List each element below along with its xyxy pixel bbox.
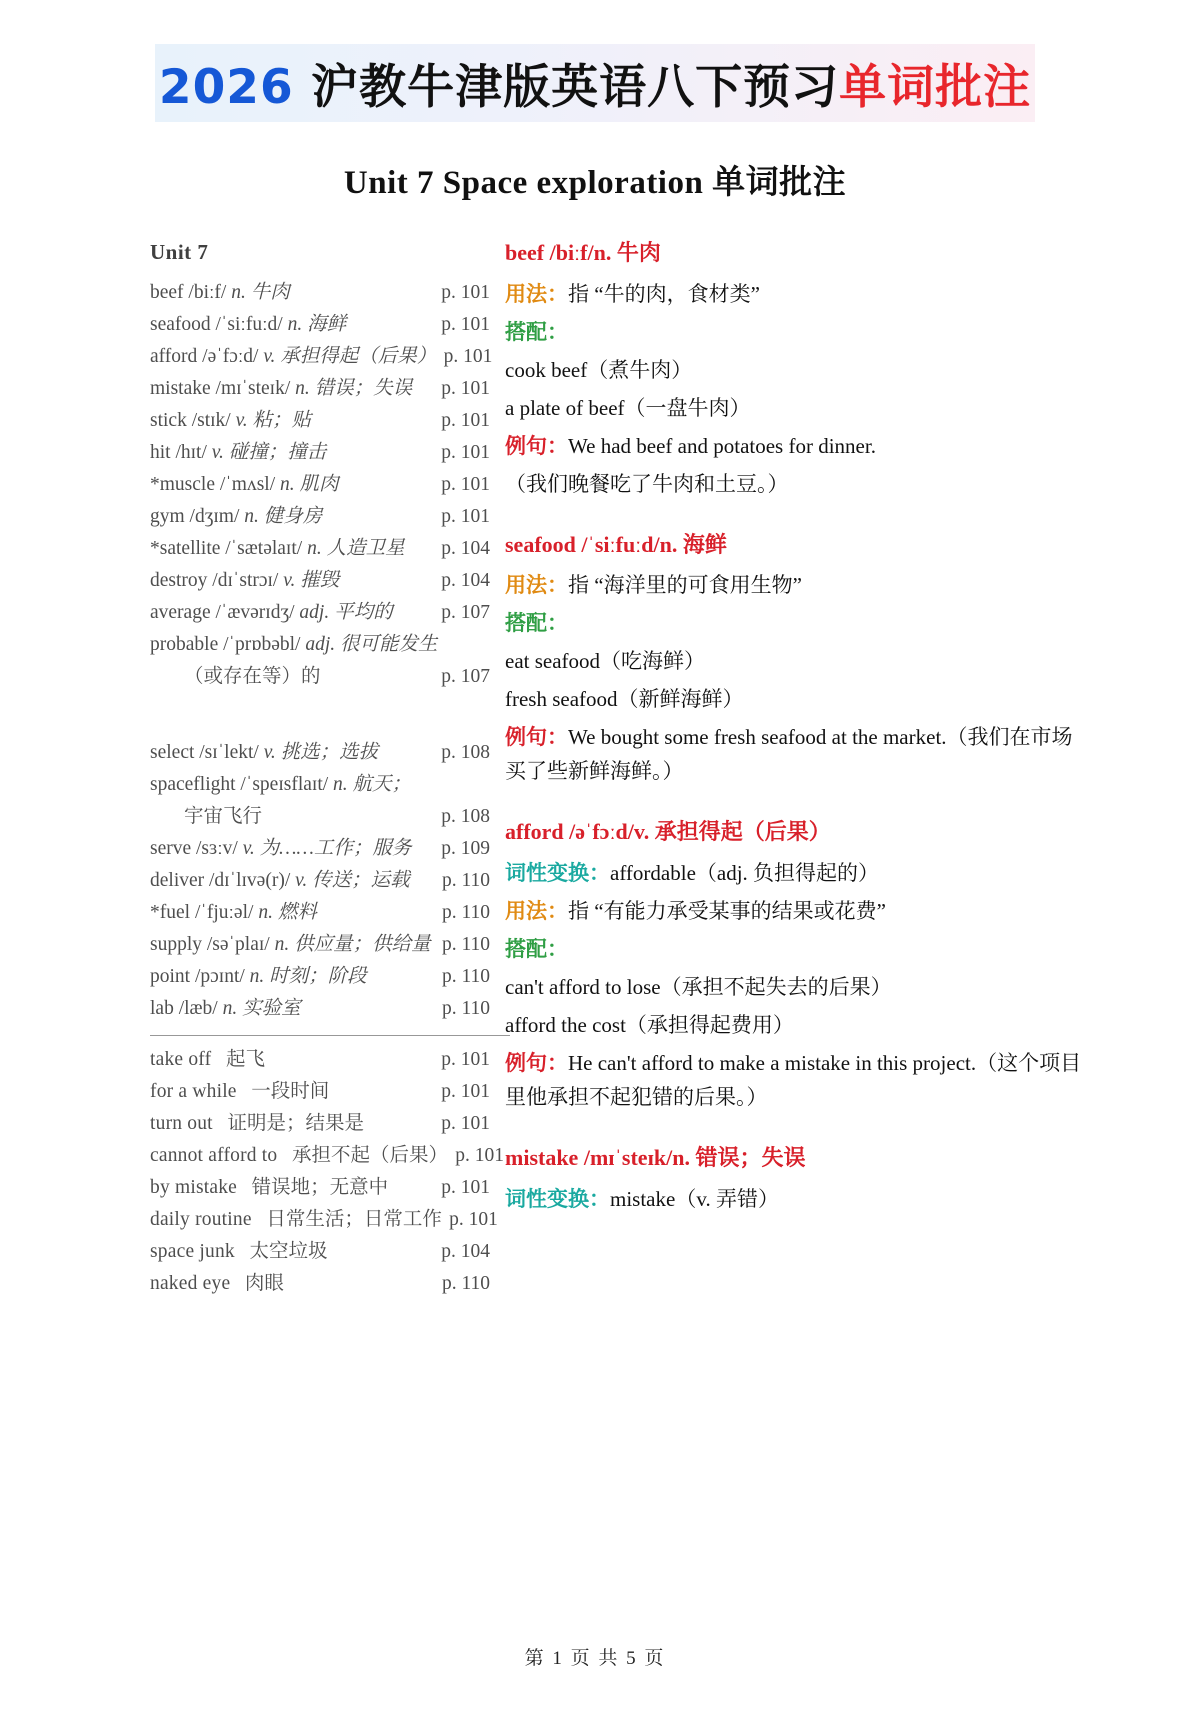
phrase-row (150, 1044, 490, 1076)
vocab-page: p. 101 (441, 282, 490, 304)
vocab-pos (295, 597, 434, 629)
vocab-row (150, 373, 490, 405)
vocab-pos (238, 833, 434, 865)
banner-subject: 沪教牛津版英语八下预习 (311, 59, 840, 115)
entry-afford (505, 814, 1090, 1114)
phrase-meaning (277, 1140, 448, 1172)
vocab-pos-text: v. 挑选；选拔 (263, 742, 379, 764)
vocab-row (150, 993, 490, 1025)
vocab-row (150, 737, 490, 769)
collocation-label: 搭配： (505, 937, 568, 962)
vocab-page: p. 110 (441, 965, 490, 987)
vocab-row (150, 929, 490, 961)
vocab-pos-text: n. 海鲜 (287, 314, 347, 336)
entry-headword: seafood /ˈsiːfuːd/n. 海鲜 (505, 531, 727, 557)
vocab-row (150, 629, 490, 661)
vocab-term: average /ˈævərɪdʒ/ (150, 602, 295, 624)
vocab-row (150, 501, 490, 533)
entry-derivative (505, 856, 1090, 890)
phrase-row (150, 1076, 490, 1108)
vocab-term: point /pɔɪnt/ (150, 965, 245, 987)
vocab-term: *fuel /ˈfjuːəl/ (150, 901, 254, 923)
phrase-meaning (237, 1172, 434, 1204)
collocation-item: cook beef（煮牛肉） (505, 357, 693, 382)
vocab-row (150, 437, 490, 469)
vocab-pos (259, 737, 434, 769)
banner-year: 2026 (158, 59, 312, 115)
vocab-page: p. 101 (443, 346, 493, 368)
phrase-page: p. 101 (441, 1176, 490, 1198)
phrase-page: p. 104 (441, 1240, 490, 1262)
entry-beef (505, 235, 1090, 501)
vocab-term: select /sɪˈlekt/ (150, 742, 259, 764)
document-page (0, 44, 1190, 1726)
vocab-pos-text: n. 航天； (333, 774, 412, 795)
phrase-row (150, 1204, 498, 1236)
vocab-term: *satellite /ˈsætəlaɪt/ (150, 538, 303, 560)
example-text: We bought some fresh seafood at the market. (568, 725, 947, 750)
phrase-page: p. 101 (455, 1144, 505, 1166)
entry-usage (505, 568, 1090, 602)
page-title: Unit 7 Space exploration 单词批注 (343, 165, 847, 201)
derivative-text: affordable（adj. 负担得起的） (610, 861, 880, 886)
usage-label: 用法： (505, 899, 568, 924)
collocation-item: fresh seafood（新鲜海鲜） (505, 687, 744, 712)
phrase-meaning (230, 1268, 434, 1300)
section-divider (150, 1035, 510, 1036)
vocab-row-continuation (150, 661, 490, 693)
vocab-page: p. 101 (441, 314, 490, 336)
vocab-page: p. 101 (441, 506, 490, 528)
vocab-row (150, 277, 490, 309)
vocab-pos (218, 993, 434, 1025)
vocab-pos (290, 865, 434, 897)
vocab-page: p. 104 (441, 570, 490, 592)
entry-example (505, 429, 1090, 463)
entry-derivative (505, 1182, 1090, 1216)
entry-collocation-label (505, 606, 1090, 640)
entry-headword: beef /biːf/n. 牛肉 (505, 240, 661, 265)
entry-collocation-label (505, 932, 1090, 966)
annotations-column (490, 235, 1090, 1242)
phrase-meaning (235, 1236, 434, 1268)
vocab-term: hit /hɪt/ (150, 442, 207, 464)
vocab-page: p. 107 (441, 666, 490, 688)
phrase-page: p. 101 (441, 1048, 490, 1070)
vocab-pos-text: v. 摧毁 (283, 570, 340, 592)
entry-example (505, 1046, 1090, 1114)
vocab-pos-text: n. 健身房 (244, 506, 323, 528)
vocab-page: p. 101 (441, 378, 490, 400)
vocab-term: mistake /mɪˈsteɪk/ (150, 378, 291, 400)
vocab-pos (239, 501, 434, 533)
phrase-term: by mistake (150, 1176, 238, 1198)
vocab-pos-text: v. 为……工作；服务 (242, 837, 412, 859)
vocab-term: stick /stɪk/ (150, 410, 231, 432)
vocab-pos-text: adj. 很可能发生 (305, 634, 438, 656)
entry-headword: mistake /mɪˈsteɪk/n. 错误；失误 (505, 1145, 806, 1171)
example-translation: （这个项目里他承担不起犯错的后果。） (505, 1051, 1082, 1110)
vocab-page: p. 107 (441, 602, 490, 624)
vocab-page: p. 101 (441, 442, 490, 464)
collocation-item: a plate of beef（一盘牛肉） (505, 395, 751, 420)
vocab-row (150, 565, 490, 597)
vocab-row (150, 865, 490, 897)
phrase-row (150, 1108, 490, 1140)
phrase-term: naked eye (150, 1272, 231, 1294)
vocab-pos (278, 565, 434, 597)
vocab-pos (258, 341, 436, 373)
vocab-term: probable /ˈprɒbəbl/ (150, 634, 301, 656)
vocab-term-continued: （或存在等）的 (184, 666, 321, 688)
vocab-row (150, 309, 490, 341)
vocab-pos (245, 961, 434, 993)
vocab-term: deliver /dɪˈlɪvə(r)/ (150, 869, 291, 891)
example-translation: （我们晚餐吃了牛肉和土豆。） (505, 471, 789, 496)
vocab-pos (226, 277, 434, 309)
vocab-term: seafood /ˈsiːfuːd/ (150, 314, 283, 336)
example-label: 例句： (505, 433, 568, 458)
entry-headword: afford /əˈfɔːd/v. 承担得起（后果） (505, 819, 831, 845)
vocab-row (150, 897, 490, 929)
vocab-pos-text: n. 人造卫星 (307, 538, 405, 560)
vocab-page: p. 101 (441, 410, 490, 432)
vocab-term: lab /læb/ (150, 997, 218, 1019)
collocation-item: afford the cost（承担得起费用） (505, 1013, 794, 1038)
vocab-page: p. 110 (441, 869, 490, 891)
derivative-label: 词性变换： (505, 861, 610, 886)
example-text: He can't afford to make a mistake in this project. (568, 1051, 977, 1076)
usage-label: 用法： (505, 573, 568, 598)
phrase-meaning (252, 1204, 442, 1236)
example-translation: （我们在市场买了些新鲜海鲜。） (505, 725, 1073, 784)
example-label: 例句： (505, 725, 568, 750)
vocab-pos-text: v. 粘；贴 (235, 410, 312, 432)
vocab-row-continuation (150, 801, 490, 833)
phrase-meaning-text: 太空垃圾 (249, 1240, 328, 1262)
example-text: We had beef and potatoes for dinner. (568, 433, 876, 458)
vocab-pos (270, 929, 434, 961)
vocab-page: p. 104 (441, 538, 490, 560)
vocab-pos (302, 533, 434, 565)
vocab-page: p. 108 (441, 805, 490, 827)
phrase-term: daily routine (150, 1208, 252, 1230)
vocab-row (150, 769, 490, 801)
vocab-term: serve /sɜːv/ (150, 837, 238, 859)
phrase-meaning-text: 起飞 (225, 1048, 265, 1070)
usage-text: 指 “有能力承受某事的结果或花费” (568, 899, 886, 924)
vocab-term: beef /biːf/ (150, 282, 227, 304)
phrase-meaning-text: 日常生活；日常工作 (266, 1208, 442, 1230)
vocab-row (150, 961, 490, 993)
collocation-label: 搭配： (505, 611, 568, 636)
content-columns (60, 235, 1130, 1300)
collocation-item: can't afford to lose（承担不起失去的后果） (505, 975, 892, 1000)
phrase-term: space junk (150, 1240, 235, 1262)
vocab-pos (275, 469, 434, 501)
vocab-term: destroy /dɪˈstrɔɪ/ (150, 570, 279, 592)
phrase-page: p. 110 (441, 1272, 490, 1294)
phrase-meaning-text: 错误地；无意中 (251, 1176, 389, 1198)
phrase-page: p. 101 (441, 1080, 490, 1102)
derivative-text: mistake（v. 弄错） (610, 1186, 779, 1211)
vocab-pos-text: adj. 平均的 (299, 602, 393, 624)
entry-collocation-label (505, 315, 1090, 349)
vocab-pos (231, 405, 434, 437)
phrase-meaning-text: 一段时间 (251, 1080, 330, 1102)
vocab-pos (207, 437, 434, 469)
banner-text (159, 50, 1031, 117)
usage-text: 指 “牛的肉，食材类” (568, 281, 760, 306)
vocab-pos-text: v. 碰撞；撞击 (211, 442, 327, 464)
vocab-page: p. 110 (441, 933, 490, 955)
vocab-page: p. 110 (441, 997, 490, 1019)
usage-text: 指 “海洋里的可食用生物” (568, 573, 802, 598)
page-footer: 第 1 页 共 5 页 (524, 1648, 666, 1669)
vocab-pos (253, 897, 434, 929)
phrase-term: turn out (150, 1112, 213, 1134)
collocation-item: eat seafood（吃海鲜） (505, 649, 706, 674)
phrase-page: p. 101 (441, 1112, 490, 1134)
vocab-pos-text: n. 肌肉 (280, 474, 339, 496)
vocab-row (150, 405, 490, 437)
vocab-pos (290, 373, 434, 405)
vocab-page: p. 108 (441, 742, 490, 764)
phrase-term: take off (150, 1048, 212, 1070)
entry-usage (505, 894, 1090, 928)
vocab-page: p. 109 (441, 837, 490, 859)
list-spacer (150, 693, 490, 737)
unit-heading: Unit 7 (150, 240, 209, 264)
phrase-meaning (237, 1076, 434, 1108)
vocab-term: spaceflight /ˈspeɪsflaɪt/ (150, 774, 329, 795)
usage-label: 用法： (505, 281, 568, 306)
annotation-entries (505, 235, 1090, 1216)
entry-seafood (505, 527, 1090, 789)
vocab-page: p. 110 (441, 901, 490, 923)
vocab-row (150, 597, 490, 629)
vocab-term: gym /dʒɪm/ (150, 506, 240, 528)
phrase-row (150, 1172, 490, 1204)
entry-example (505, 720, 1090, 788)
vocab-pos-text: n. 牛肉 (231, 282, 290, 304)
derivative-label: 词性变换： (505, 1186, 610, 1211)
entry-mistake (505, 1140, 1090, 1216)
vocab-pos-text: n. 供应量；供给量 (274, 933, 431, 955)
phrase-term: for a while (150, 1080, 237, 1102)
vocab-row (150, 341, 493, 373)
phrase-row (150, 1268, 490, 1300)
vocab-term: *muscle /ˈmʌsl/ (150, 474, 276, 496)
vocab-term-continued: 宇宙飞行 (184, 805, 263, 827)
phrase-page: p. 101 (449, 1208, 498, 1230)
phrase-term: cannot afford to (150, 1144, 278, 1166)
example-label: 例句： (505, 1051, 568, 1076)
vocab-pos (300, 629, 437, 661)
phrase-meaning (213, 1108, 434, 1140)
title-banner (155, 44, 1035, 122)
vocab-row (150, 833, 490, 865)
vocab-pos-text: n. 燃料 (258, 901, 317, 923)
vocab-page: p. 101 (441, 474, 490, 496)
phrase-meaning (211, 1044, 434, 1076)
vocab-pos-text: n. 错误；失误 (295, 378, 413, 400)
vocab-row (150, 469, 490, 501)
vocab-term: supply /səˈplaɪ/ (150, 933, 270, 955)
phrase-meaning-text: 肉眼 (244, 1272, 284, 1294)
vocab-pos-text: n. 时刻；阶段 (249, 965, 367, 987)
phrase-row (150, 1140, 505, 1172)
vocabulary-index-column (60, 235, 505, 1300)
phrase-meaning-text: 承担不起（后果） (292, 1144, 449, 1166)
vocab-pos-text: n. 实验室 (222, 997, 301, 1019)
vocab-pos (328, 769, 434, 801)
collocation-label: 搭配： (505, 319, 568, 344)
vocab-pos-text: v. 承担得起（后果） (263, 346, 437, 368)
vocab-term: afford /əˈfɔːd/ (150, 346, 259, 368)
banner-highlight: 单词批注 (839, 59, 1032, 115)
vocabulary-index (150, 235, 505, 1300)
vocab-pos-text: v. 传送；运载 (295, 869, 410, 891)
phrase-row (150, 1236, 490, 1268)
phrase-meaning-text: 证明是；结果是 (227, 1112, 364, 1134)
vocab-row (150, 533, 490, 565)
vocab-pos (283, 309, 434, 341)
entry-usage (505, 277, 1090, 311)
